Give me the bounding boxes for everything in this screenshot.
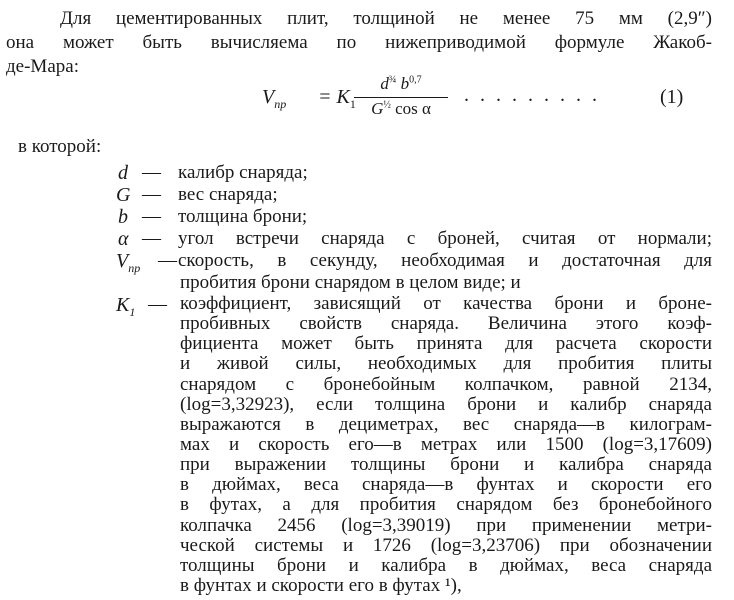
- def-dash-d: —: [142, 162, 161, 183]
- def-text-k1-line: в фунтах и скорости его в футах ¹),: [180, 575, 462, 596]
- where-label: в которой:: [18, 136, 102, 157]
- formula-numerator: $d^{\frac{3}{4}}$ $b^{0,7}$: [380, 74, 422, 93]
- def-text-k1-line: коэффициент, зависящий от качества брони и броне-: [180, 293, 712, 314]
- formula-leader-dots: . . . . . . . . .: [464, 84, 600, 106]
- fraction-bar: [354, 97, 448, 98]
- def-text-b: толщина брони;: [178, 206, 308, 227]
- def-dash-v: —: [158, 250, 177, 271]
- def-dash-b: —: [142, 206, 161, 227]
- formula-denominator: $G^{\frac{1}{2}}$ cos α: [371, 99, 431, 118]
- def-text-k1-line: (log=3,32923), если толщина брони и калибр снаряда: [180, 393, 712, 415]
- def-text-k1-line: пробивных свойств снаряда. Величина этого коэф-: [180, 313, 712, 335]
- def-symbol-d: d: [118, 162, 128, 184]
- def-text-v-line-2: пробития брони снарядом в целом виде; и: [180, 272, 521, 293]
- def-dash-alpha: —: [142, 228, 161, 249]
- def-text-g: вес снаряда;: [178, 184, 278, 205]
- def-text-k1-line: при выражении толщины брони и калибра снаряда: [180, 454, 712, 476]
- def-text-k1-line: толщины брони и калибра в дюймах, веса снаряда: [180, 554, 712, 576]
- def-text-k1-line: в футах, а для пробития снарядом без бронебойного: [180, 494, 712, 516]
- formula-fraction: [354, 74, 448, 119]
- def-text-alpha: угол встречи снаряда с броней, считая от нормали;: [178, 228, 712, 249]
- def-text-k1-line: и живой силы, необходимых для пробития плиты: [180, 353, 712, 375]
- def-symbol-b: b: [118, 206, 128, 228]
- equation-number: (1): [660, 86, 684, 108]
- def-dash-g: —: [142, 184, 161, 205]
- intro-line-1: Для цементированных плит, толщиной не менее 75 мм (2,9″): [60, 8, 712, 29]
- def-text-d: калибр снаряда;: [178, 162, 308, 183]
- def-text-k1-line: снарядом с бронебойным колпачком, равной 2134,: [180, 373, 712, 395]
- intro-line-3: де-Мара:: [6, 56, 79, 77]
- def-symbol-k1: $K_1$: [116, 294, 136, 319]
- intro-line-2: она может быть вычисляема по нижеприводимой формуле Жакоб-: [6, 32, 712, 53]
- def-dash-k1: —: [148, 294, 167, 315]
- def-text-k1-line: мах и скорость его—в метрах или 1500 (log=3,17609): [180, 434, 712, 455]
- formula-lhs: $V_{пр}$: [262, 86, 287, 111]
- formula-1: [262, 74, 702, 126]
- def-text-k1-line: колпачка 2456 (log=3,39019) при применении метри-: [180, 514, 712, 536]
- def-text-v-line-1: скорость, в секунду, необходимая и достаточная для: [178, 250, 712, 271]
- def-symbol-v: $V_{пр}$: [116, 250, 141, 275]
- def-text-k1-line: фициента может быть принята для расчета скорости: [180, 333, 712, 355]
- def-symbol-alpha: α: [118, 228, 129, 250]
- formula-coefficient: = $K_1$: [318, 86, 356, 111]
- def-text-k1-line: ческой системы и 1726 (log=3,23706) при обозначении: [180, 534, 712, 556]
- def-symbol-g: G: [116, 184, 131, 206]
- def-text-k1-line: выражаются в дециметрах, вес снаряда—в килограм-: [180, 413, 712, 435]
- def-text-k1-line: в дюймах, веса снаряда—в фунтах и скорости его: [180, 474, 712, 496]
